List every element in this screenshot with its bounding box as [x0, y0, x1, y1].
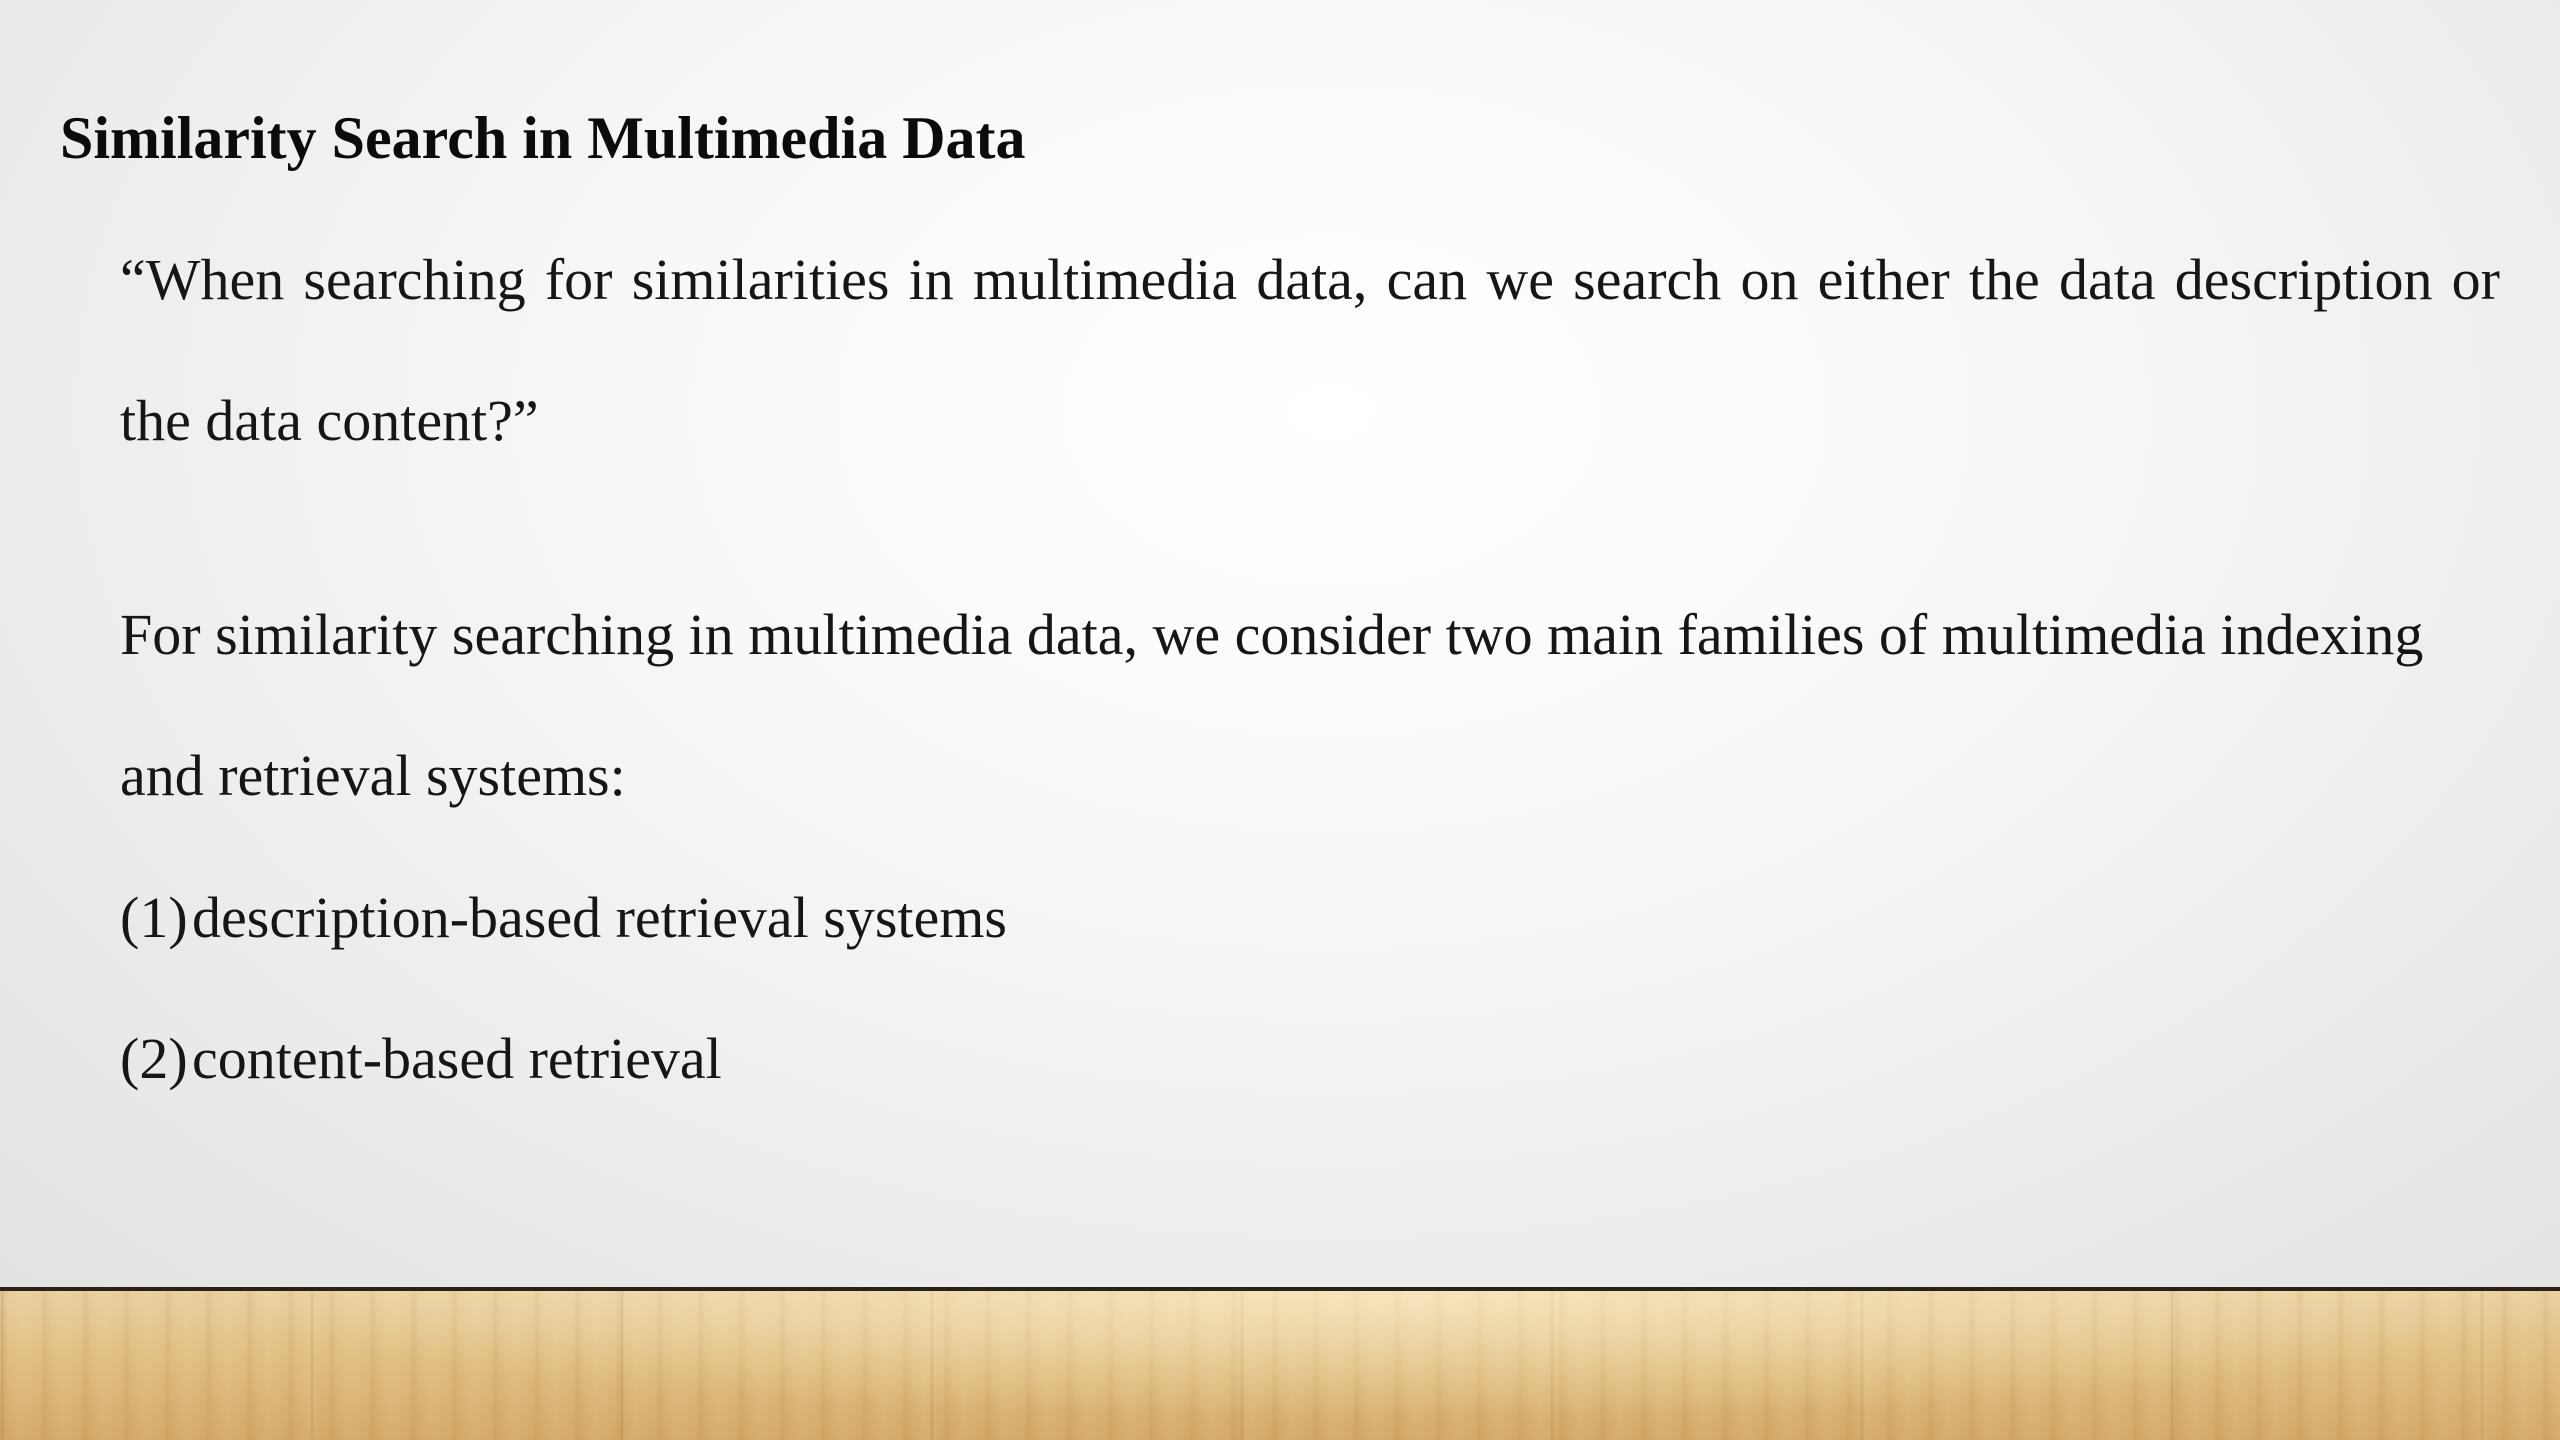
list-item [120, 988, 2500, 1129]
list-item-text: content-based retrieval [192, 1026, 722, 1091]
list-item [120, 847, 2500, 988]
list-item-number: (1) [120, 885, 188, 950]
slide-title: Similarity Search in Multimedia Data [60, 105, 1026, 171]
intro-paragraph: For similarity searching in multimedia data, we consider two main families of multimedia indexing and retrieval systems: [120, 602, 2424, 808]
list-item-number: (2) [120, 1026, 188, 1091]
floor-light-glow [0, 1291, 2560, 1440]
question-quote: “When searching for similarities in multimedia data, can we search on either the data description or the data content?” [120, 247, 2500, 453]
retrieval-systems-list [120, 847, 2500, 1129]
list-item-text: description-based retrieval systems [192, 885, 1007, 950]
